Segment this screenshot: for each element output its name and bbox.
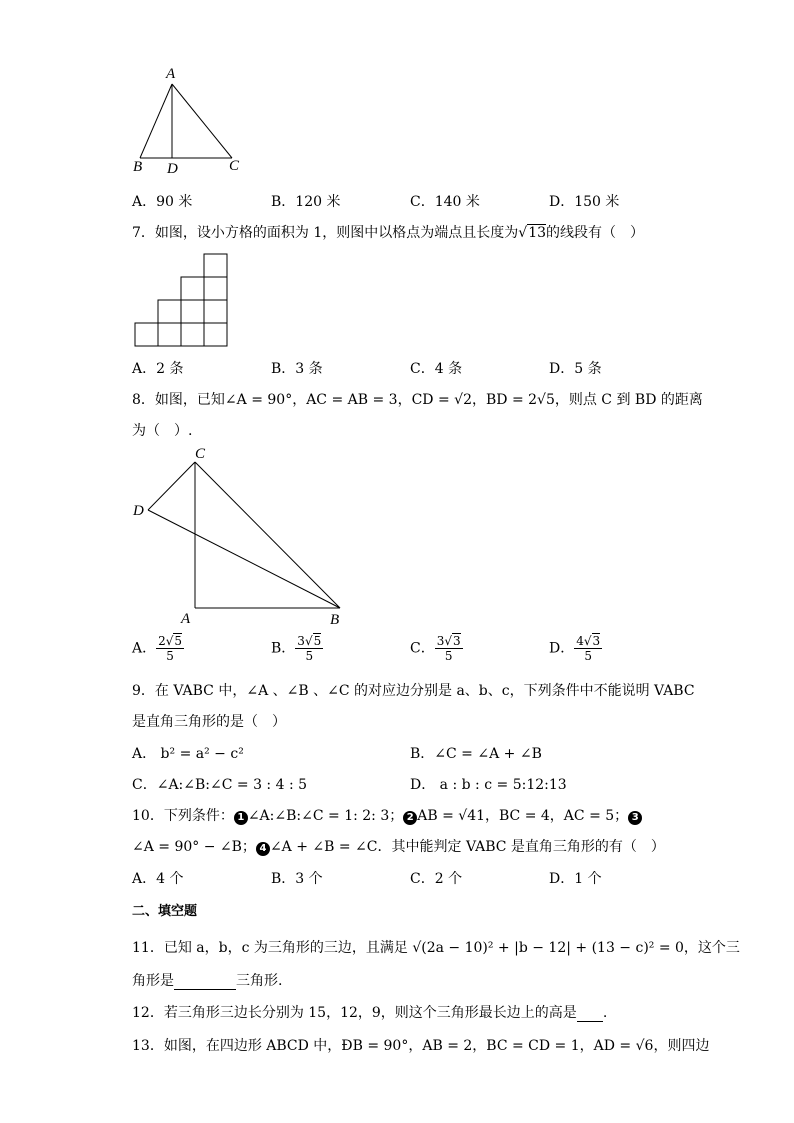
- q8-option-c[interactable]: [410, 634, 463, 663]
- label-b: B: [330, 612, 340, 628]
- label-d: D: [167, 161, 178, 177]
- fraction: $\frac{4√3}{5}$: [576, 634, 601, 663]
- fraction: $\frac{3√3}{5}$: [436, 634, 461, 663]
- q8-option-b[interactable]: [271, 634, 323, 663]
- q12-text-b: .: [602, 1005, 608, 1021]
- label-a: A: [166, 66, 176, 82]
- q11-text-b: 三角形.: [236, 973, 283, 989]
- q7-stem-b: 的线段有（ ）: [546, 225, 645, 241]
- q8-figure: [148, 462, 340, 608]
- q9-option-d[interactable]: D． a : b : c = 5:12:13: [410, 777, 567, 793]
- q7-staircase-grid: [135, 254, 227, 346]
- q11-answer-blank[interactable]: [174, 973, 236, 990]
- q9-stem-line1: 9．在 VABC 中，∠A 、∠B 、∠C 的对应边分别是 a、b、c，下列条件中不能说明 VABC: [132, 683, 695, 699]
- q10-cond-3: ∠A = 90° − ∠B；: [132, 839, 256, 855]
- q10-option-b[interactable]: B．3 个: [271, 871, 323, 887]
- label-d: D: [133, 503, 144, 519]
- q12-stem: [132, 1002, 607, 1022]
- fraction: $\frac{2√5}{5}$: [158, 634, 183, 663]
- option-letter: B．: [271, 640, 296, 657]
- q7-option-b[interactable]: B．3 条: [271, 361, 323, 377]
- circled-number-3: 3: [628, 811, 642, 825]
- q8-option-a[interactable]: [132, 634, 184, 663]
- q10-cond-1: ∠A:∠B:∠C = 1: 2: 3；: [247, 808, 404, 824]
- q10-option-c[interactable]: C．2 个: [410, 871, 463, 887]
- label-a: A: [181, 611, 191, 627]
- q10-intro: 10．下列条件：: [132, 808, 234, 824]
- q9-option-b[interactable]: B．∠C = ∠A + ∠B: [410, 746, 542, 762]
- q6-option-d[interactable]: D．150 米: [549, 194, 620, 210]
- q6-option-a[interactable]: A．90 米: [132, 194, 193, 210]
- q8-stem-line2: 为（ ）.: [132, 423, 193, 439]
- q7-stem-a: 7．如图，设小方格的面积为 1，则图中以格点为端点且长度为: [132, 225, 519, 241]
- option-letter: C．: [410, 640, 435, 657]
- q10-stem-line2: [132, 836, 665, 856]
- side-ab: [140, 84, 172, 158]
- section-title-fill-in: 二、填空题: [132, 904, 198, 919]
- q9-stem-line2: 是直角三角形的是（ ）: [132, 714, 286, 730]
- q6-option-c[interactable]: C．140 米: [410, 194, 480, 210]
- q7-sqrt: √13: [518, 225, 547, 241]
- q11-stem-line2: [132, 970, 282, 990]
- q11-text-a: 角形是: [132, 973, 174, 989]
- q12-text-a: 12．若三角形三边长分别为 15，12，9，则这个三角形最长边上的高是: [132, 1005, 577, 1021]
- q13-stem: 13．如图，在四边形 ABCD 中，ÐB = 90°，AB = 2，BC = CD = 1，AD = √6，则四边: [132, 1038, 710, 1054]
- fraction: $\frac{3√5}{5}$: [297, 634, 322, 663]
- q7-option-c[interactable]: C．4 条: [410, 361, 463, 377]
- circled-number-2: 2: [403, 811, 417, 825]
- q7-option-d[interactable]: D．5 条: [549, 361, 602, 377]
- q7-option-a[interactable]: A．2 条: [132, 361, 184, 377]
- q12-answer-blank[interactable]: [577, 1005, 603, 1022]
- option-letter: A．: [132, 640, 157, 657]
- label-b: B: [133, 159, 143, 175]
- q8-option-d[interactable]: [549, 634, 602, 663]
- q9-option-c[interactable]: C．∠A:∠B:∠C = 3 : 4 : 5: [132, 777, 308, 793]
- q10-cond-2: AB = √41，BC = 4，AC = 5；: [417, 808, 629, 824]
- q11-stem-line1: 11．已知 a，b，c 为三角形的三边，且满足 √(2a − 10)² + |b − 12| + (13 − c)² = 0，这个三: [132, 940, 740, 956]
- label-c: C: [195, 446, 206, 462]
- label-c: C: [229, 158, 240, 174]
- q10-stem-line1: [132, 805, 642, 825]
- q10-option-a[interactable]: A．4 个: [132, 871, 184, 887]
- q10-cond-4: ∠A + ∠B = ∠C．其中能判定 VABC 是直角三角形的有（ ）: [269, 839, 665, 855]
- side-ac: [172, 84, 232, 158]
- q9-option-a[interactable]: A． b² = a² − c²: [132, 746, 244, 762]
- option-letter: D．: [549, 640, 575, 657]
- q7-stem: [132, 222, 644, 242]
- q10-option-d[interactable]: D．1 个: [549, 871, 602, 887]
- circled-number-1: 1: [234, 811, 248, 825]
- q8-stem-line1: 8．如图，已知∠A = 90°，AC = AB = 3，CD = √2，BD = 2√5，则点 C 到 BD 的距离: [132, 392, 703, 408]
- q6-option-b[interactable]: B．120 米: [271, 194, 341, 210]
- circled-number-4: 4: [256, 842, 270, 856]
